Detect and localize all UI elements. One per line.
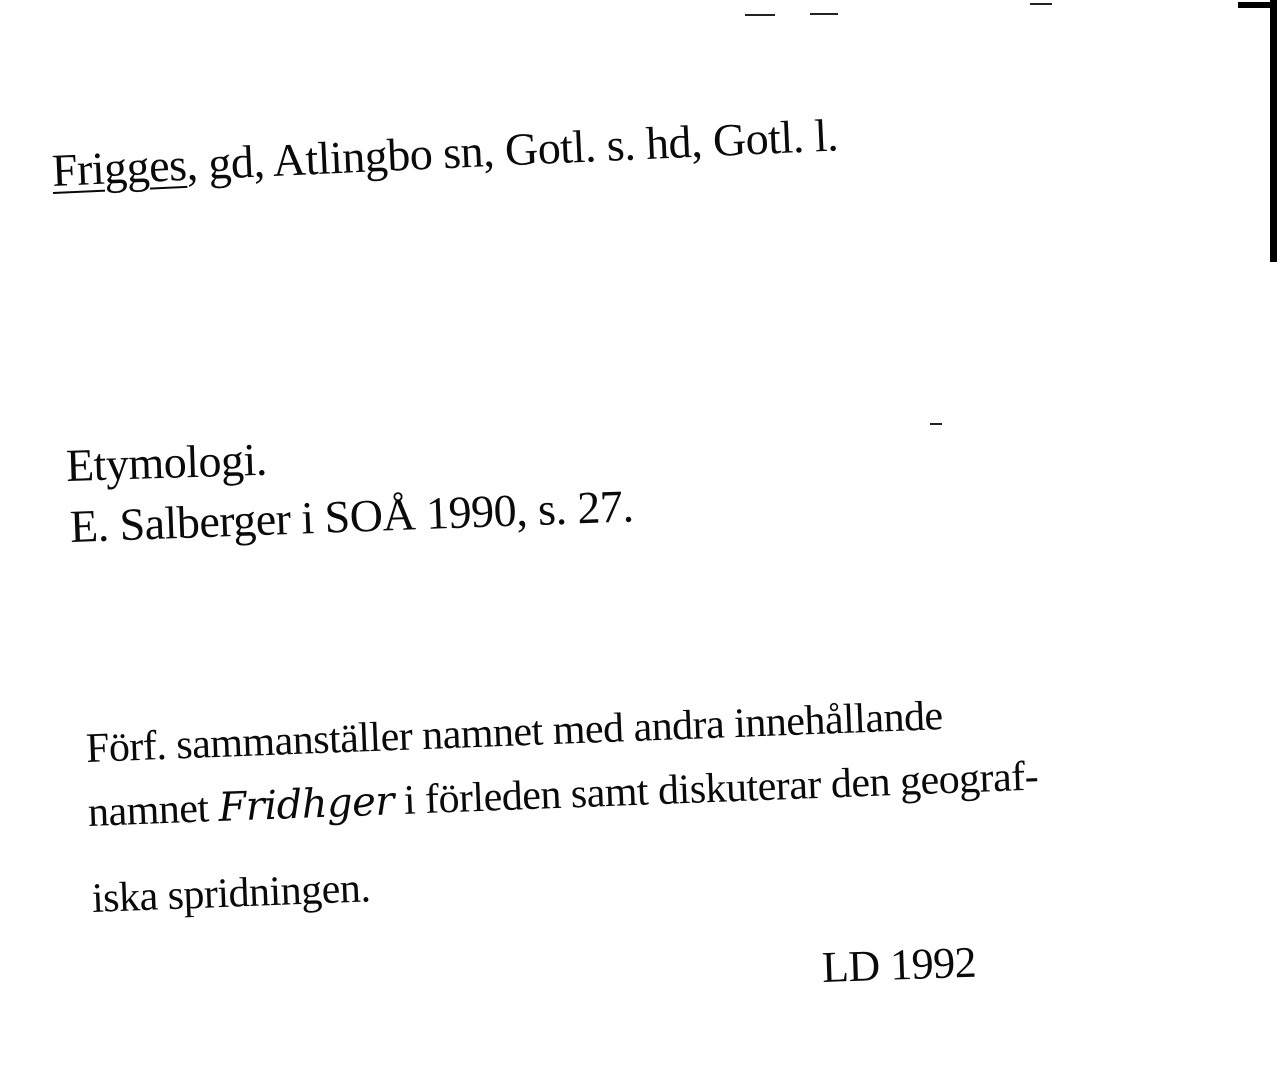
signature: LD 1992 (821, 937, 977, 992)
headword: Frigges (50, 138, 188, 196)
card-header (50, 109, 839, 196)
body-line-3: iska spridningen. (91, 865, 372, 922)
body-line-2 (87, 753, 1039, 836)
scan-speck (1030, 3, 1052, 5)
reference: E. Salberger i SOÅ 1990, s. 27. (69, 480, 635, 552)
card-edge-right (1270, 0, 1277, 262)
scan-speck (930, 423, 942, 425)
body-line-1: Förf. sammanställer namnet med andra innehållande (85, 693, 944, 772)
scan-speck (745, 14, 775, 16)
body-line-2-start: namnet (87, 785, 220, 836)
italic-name: Fridhger (217, 778, 395, 831)
scan-speck (810, 13, 838, 15)
section-label: Etymologi. (65, 433, 268, 491)
card-edge-top (1238, 2, 1274, 8)
body-line-2-end: i förleden samt diskuterar den geograf- (392, 753, 1039, 825)
header-details: , gd, Atlingbo sn, Gotl. s. hd, Gotl. l. (185, 109, 839, 190)
